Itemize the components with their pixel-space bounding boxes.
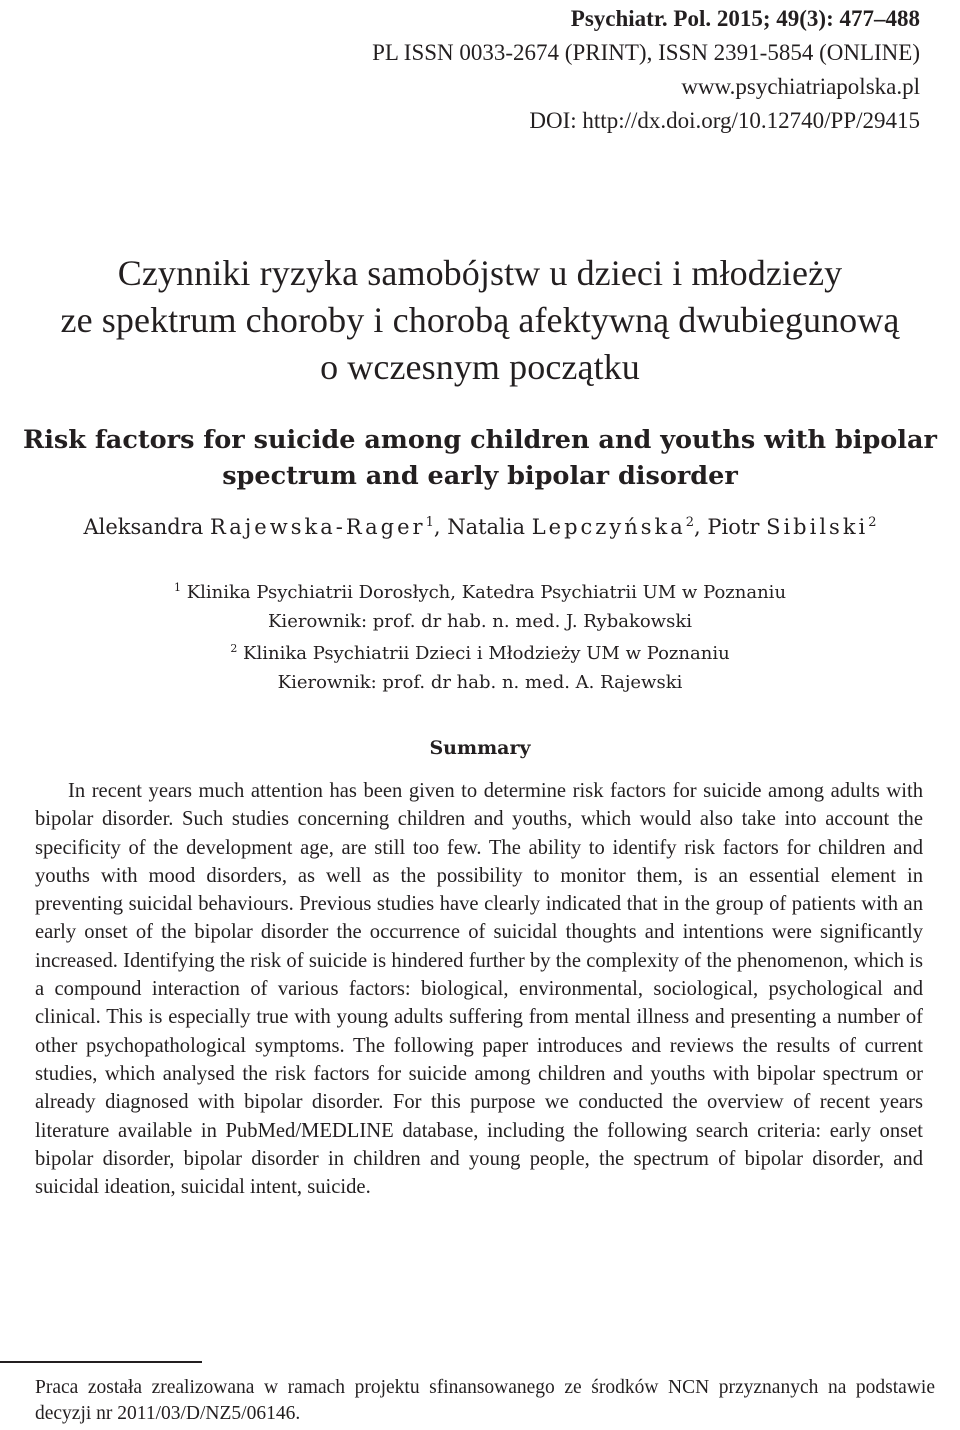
author-given-name: Aleksandra xyxy=(83,515,204,539)
author-separator: , xyxy=(433,515,448,539)
author xyxy=(447,515,707,539)
journal-issn: PL ISSN 0033-2674 (PRINT), ISSN 2391-5854 (ONLINE) xyxy=(372,40,920,65)
title-polish-line: Czynniki ryzyka samobójstw u dzieci i młodzieży xyxy=(117,253,843,293)
affiliation-head: Kierownik: prof. dr hab. n. med. J. Rybakowski xyxy=(267,611,692,632)
journal-citation: Psychiatr. Pol. 2015; 49(3): 477–488 xyxy=(570,6,920,31)
summary-heading: Summary xyxy=(429,737,531,759)
affiliation-text: Klinika Psychiatrii Dorosłych, Katedra Psychiatrii UM w Poznaniu xyxy=(186,582,787,603)
author-given-name: Natalia xyxy=(447,515,526,539)
affiliation-marker: 1 xyxy=(173,581,181,594)
journal-header xyxy=(372,2,920,138)
author-given-name: Piotr xyxy=(707,515,760,539)
journal-website[interactable]: www.psychiatriapolska.pl xyxy=(681,74,920,99)
affiliation-name xyxy=(0,639,960,668)
author-affiliation-marker: 2 xyxy=(868,515,877,530)
title-polish xyxy=(0,250,960,391)
affiliation-marker: 2 xyxy=(230,642,238,655)
title-english xyxy=(0,422,960,494)
title-english-line: Risk factors for suicide among children and youths with bipolar xyxy=(23,425,937,455)
footnote-divider xyxy=(0,1361,202,1363)
funding-footnote: Praca została zrealizowana w ramach projektu sfinansowanego ze środków NCN przyznanych na podstawie decyzji nr 2011/03/D/NZ5/06146. xyxy=(35,1377,935,1424)
affiliations xyxy=(0,578,960,697)
title-english-line: spectrum and early bipolar disorder xyxy=(222,461,738,491)
author xyxy=(83,515,447,539)
summary-text: In recent years much attention has been given to determine risk factors for suicide among adults with bipolar disorder. Such studies concerning children and youths, which would also take into account the specificity of the development age, are still too few. The ability to identify risk factors for children and youths with mood disorders, as well as the possibility to monitor them, is an essential element in preventing suicidal behaviours. Previous studies have clearly indicated that in the group of patients with an early onset of the bipolar disorder the occurrence of suicidal thoughts and intentions were significantly increased. Identifying the risk of suicide is hindered further by the complexity of the phenomenon, which is a compound interaction of various factors: biological, environmental, sociological, psychological and clinical. This is especially true with young adults suffering from mental illness and presenting a number of other psychopathological symptoms. The following paper introduces and reviews the results of current studies, which analysed the risk factors for suicide among children and youths with bipolar spectrum or already diagnosed with bipolar disorder. For this purpose we conducted the overview of recent years literature available in PubMed/MEDLINE database, including the following search criteria: early onset bipolar disorder, bipolar disorder in children and young people, the spectrum of bipolar disorder, and suicidal ideation, suicidal intent, suicide. xyxy=(35,780,923,1199)
author-surname: Rajewska-Rager xyxy=(209,515,426,539)
author-list xyxy=(0,510,960,544)
title-polish-line: o wczesnym początku xyxy=(320,347,640,387)
title-polish-line: ze spektrum choroby i chorobą afektywną dwubiegunową xyxy=(60,300,900,340)
author-surname: Lepczyńska xyxy=(531,515,686,539)
affiliation-text: Klinika Psychiatrii Dzieci i Młodzieży UM w Poznaniu xyxy=(243,643,730,664)
author-affiliation-marker: 2 xyxy=(685,515,695,530)
article-doi[interactable]: DOI: http://dx.doi.org/10.12740/PP/29415 xyxy=(529,108,920,133)
affiliation-name xyxy=(0,578,960,607)
affiliation-head: Kierownik: prof. dr hab. n. med. A. Rajewski xyxy=(277,672,683,693)
author xyxy=(707,515,876,539)
author-surname: Sibilski xyxy=(766,515,869,539)
author-separator: , xyxy=(694,515,708,539)
author-affiliation-marker: 1 xyxy=(425,515,434,530)
